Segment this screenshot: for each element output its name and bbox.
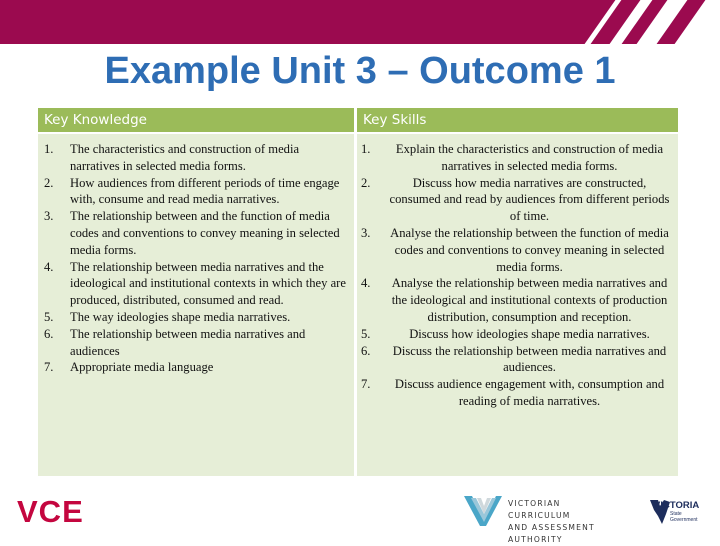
list-item (357, 141, 672, 175)
victoria-wordmark: VICTORIA (654, 500, 700, 511)
key-knowledge-heading: Key Knowledge (38, 108, 354, 132)
item-text: Appropriate media language (70, 360, 214, 375)
list-item (38, 141, 348, 175)
list-item (357, 225, 672, 275)
vcaa-chevron-logo-icon (462, 494, 504, 528)
item-number: 6. (44, 326, 54, 341)
key-skills-heading: Key Skills (357, 108, 678, 132)
item-text: Discuss how media narratives are constructed, consumed and read by audiences from different periods of time. (389, 175, 670, 224)
item-text: The characteristics and construction of media narratives in selected media forms. (70, 142, 300, 173)
outcome-table (38, 108, 678, 476)
item-text: The way ideologies shape media narratives. (70, 309, 291, 324)
vcaa-logo-text (508, 498, 626, 546)
list-item (38, 208, 348, 258)
item-text: Discuss how ideologies shape media narratives. (409, 326, 650, 341)
item-number: 4. (361, 276, 371, 291)
list-item (357, 343, 672, 377)
list-item (357, 376, 672, 410)
victoria-logo (648, 494, 708, 528)
item-number: 3. (361, 225, 371, 240)
key-skills-column (357, 108, 678, 476)
vcaa-line-1: VICTORIAN CURRICULUM (508, 499, 571, 520)
item-number: 7. (44, 360, 54, 375)
list-item (38, 309, 348, 326)
list-item (38, 175, 348, 209)
list-item (38, 359, 348, 376)
item-number: 3. (44, 209, 54, 224)
item-number: 2. (44, 175, 54, 190)
item-text: The relationship between media narratives and audiences (70, 326, 306, 358)
item-text: How audiences from different periods of time engage with, consume and read media narratives. (70, 175, 340, 207)
list-item (357, 326, 672, 343)
item-number: 1. (361, 142, 371, 156)
key-skills-body (357, 134, 678, 476)
item-number: 7. (361, 377, 371, 392)
key-knowledge-body (38, 134, 354, 476)
item-text: Explain the characteristics and construction of media narratives in selected media forms. (395, 142, 664, 173)
item-number: 5. (361, 326, 371, 341)
vcaa-logo (462, 494, 626, 544)
item-text: The relationship between media narratives and the ideological and institutional contexts in which they are produced, distributed, consumed and read. (70, 259, 346, 308)
item-text: Discuss audience engagement with, consumption and reading of media narratives. (394, 377, 665, 408)
item-number: 6. (361, 343, 371, 358)
list-item (357, 175, 672, 225)
item-number: 4. (44, 259, 54, 274)
item-number: 2. (361, 175, 371, 190)
header-band (0, 0, 720, 44)
vce-logo: VCE (17, 494, 84, 529)
item-number: 5. (44, 309, 54, 324)
list-item (38, 326, 348, 360)
list-item (357, 275, 672, 325)
item-text: Analyse the relationship between the function of media codes and conventions to convey meaning in selected media forms. (390, 225, 669, 274)
key-knowledge-list (38, 134, 354, 376)
item-text: Analyse the relationship between media narratives and the ideological and institutional contexts of production distribution, consumption and reception. (391, 276, 668, 324)
item-text: The relationship between and the function of media codes and conventions to convey meaning in selected media forms. (70, 209, 340, 257)
key-knowledge-column (38, 108, 354, 476)
slide-title: Example Unit 3 – Outcome 1 (104, 50, 616, 92)
victoria-subtext: State Government (670, 511, 698, 523)
item-number: 1. (44, 142, 54, 156)
list-item (38, 259, 348, 309)
key-skills-list (357, 134, 678, 410)
item-text: Discuss the relationship between media narratives and audiences. (392, 343, 667, 375)
vcaa-line-2: AND ASSESSMENT AUTHORITY (508, 523, 595, 544)
